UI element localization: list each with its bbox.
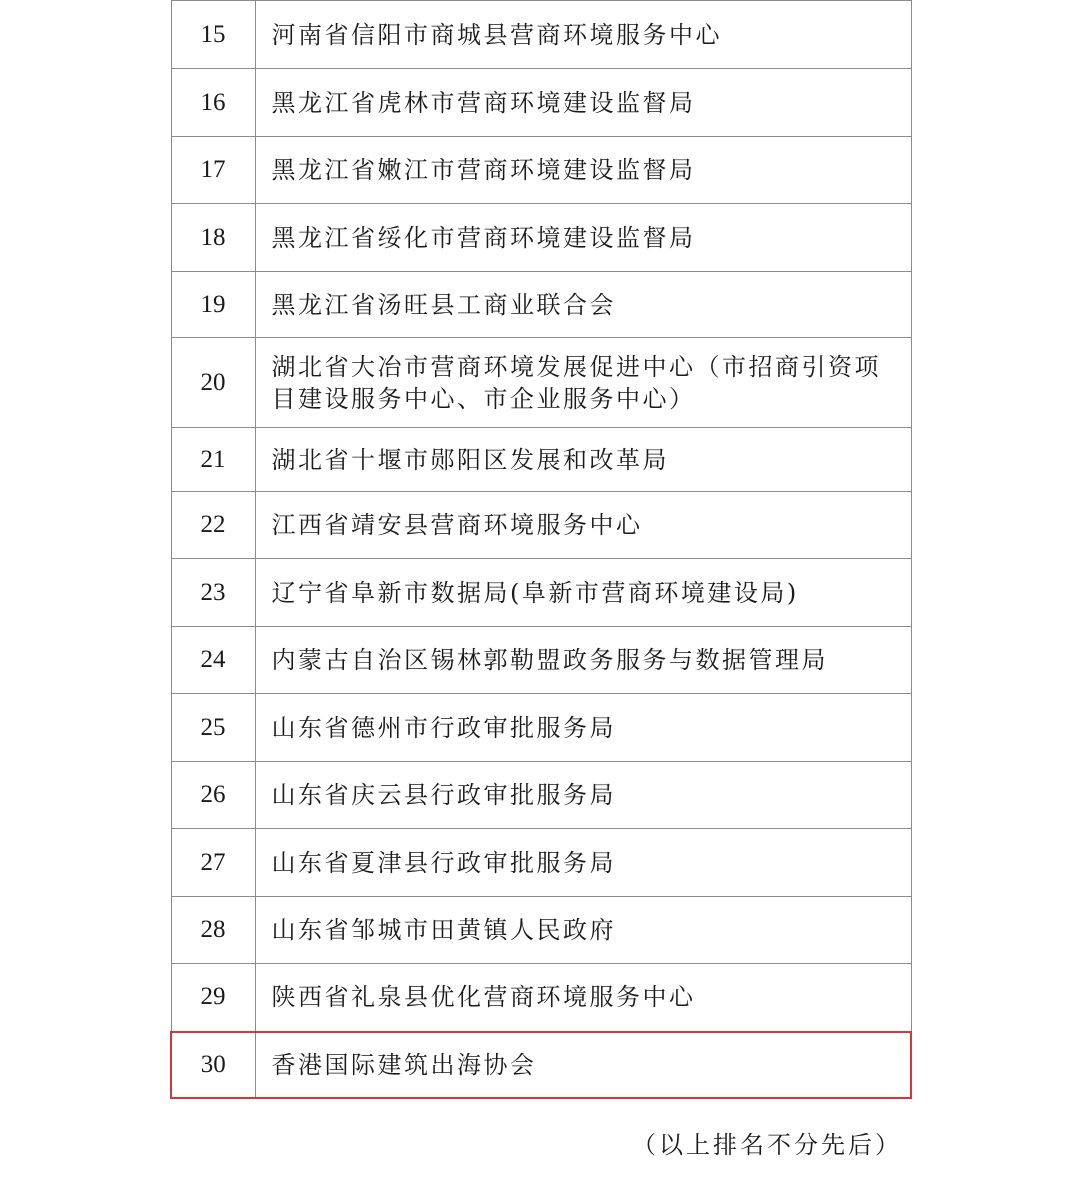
row-number: 23 <box>171 559 255 627</box>
organization-name: 辽宁省阜新市数据局(阜新市营商环境建设局) <box>255 559 911 627</box>
table-row <box>171 428 911 492</box>
row-number: 22 <box>171 492 255 559</box>
table-row <box>171 627 911 694</box>
table-row <box>171 694 911 762</box>
table-row <box>171 897 911 964</box>
row-number: 24 <box>171 627 255 694</box>
table-row <box>171 272 911 338</box>
organization-name: 山东省邹城市田黄镇人民政府 <box>255 897 911 964</box>
table-row <box>171 492 911 559</box>
organization-list-table <box>170 0 912 1099</box>
organization-name: 黑龙江省虎林市营商环境建设监督局 <box>255 69 911 137</box>
row-number: 21 <box>171 428 255 492</box>
table-row <box>171 69 911 137</box>
table-row <box>171 964 911 1032</box>
organization-name: 陕西省礼泉县优化营商环境服务中心 <box>255 964 911 1032</box>
row-number: 15 <box>171 1 255 69</box>
table-row <box>171 762 911 829</box>
table-row <box>171 559 911 627</box>
organization-name: 河南省信阳市商城县营商环境服务中心 <box>255 1 911 69</box>
row-number: 27 <box>171 829 255 897</box>
organization-name: 内蒙古自治区锡林郭勒盟政务服务与数据管理局 <box>255 627 911 694</box>
organization-name: 山东省庆云县行政审批服务局 <box>255 762 911 829</box>
ranking-footnote: （以上排名不分先后） <box>632 1131 902 1159</box>
organization-name: 黑龙江省绥化市营商环境建设监督局 <box>255 204 911 272</box>
table-row <box>171 137 911 204</box>
table-row <box>171 338 911 428</box>
row-number: 25 <box>171 694 255 762</box>
row-number: 20 <box>171 338 255 428</box>
organization-name: 江西省靖安县营商环境服务中心 <box>255 492 911 559</box>
table-row <box>171 1 911 69</box>
highlighted-table-row <box>171 1032 911 1098</box>
organization-name: 山东省夏津县行政审批服务局 <box>255 829 911 897</box>
organization-name: 山东省德州市行政审批服务局 <box>255 694 911 762</box>
organization-name: 湖北省十堰市郧阳区发展和改革局 <box>255 428 911 492</box>
row-number: 26 <box>171 762 255 829</box>
row-number: 16 <box>171 69 255 137</box>
organization-name: 黑龙江省嫩江市营商环境建设监督局 <box>255 137 911 204</box>
row-number: 30 <box>171 1032 255 1098</box>
organization-name: 黑龙江省汤旺县工商业联合会 <box>255 272 911 338</box>
table-row <box>171 829 911 897</box>
table-row <box>171 204 911 272</box>
row-number: 17 <box>171 137 255 204</box>
row-number: 18 <box>171 204 255 272</box>
organization-name: 香港国际建筑出海协会 <box>255 1032 911 1098</box>
row-number: 19 <box>171 272 255 338</box>
organization-name: 湖北省大冶市营商环境发展促进中心（市招商引资项目建设服务中心、市企业服务中心） <box>255 338 911 428</box>
row-number: 29 <box>171 964 255 1032</box>
row-number: 28 <box>171 897 255 964</box>
